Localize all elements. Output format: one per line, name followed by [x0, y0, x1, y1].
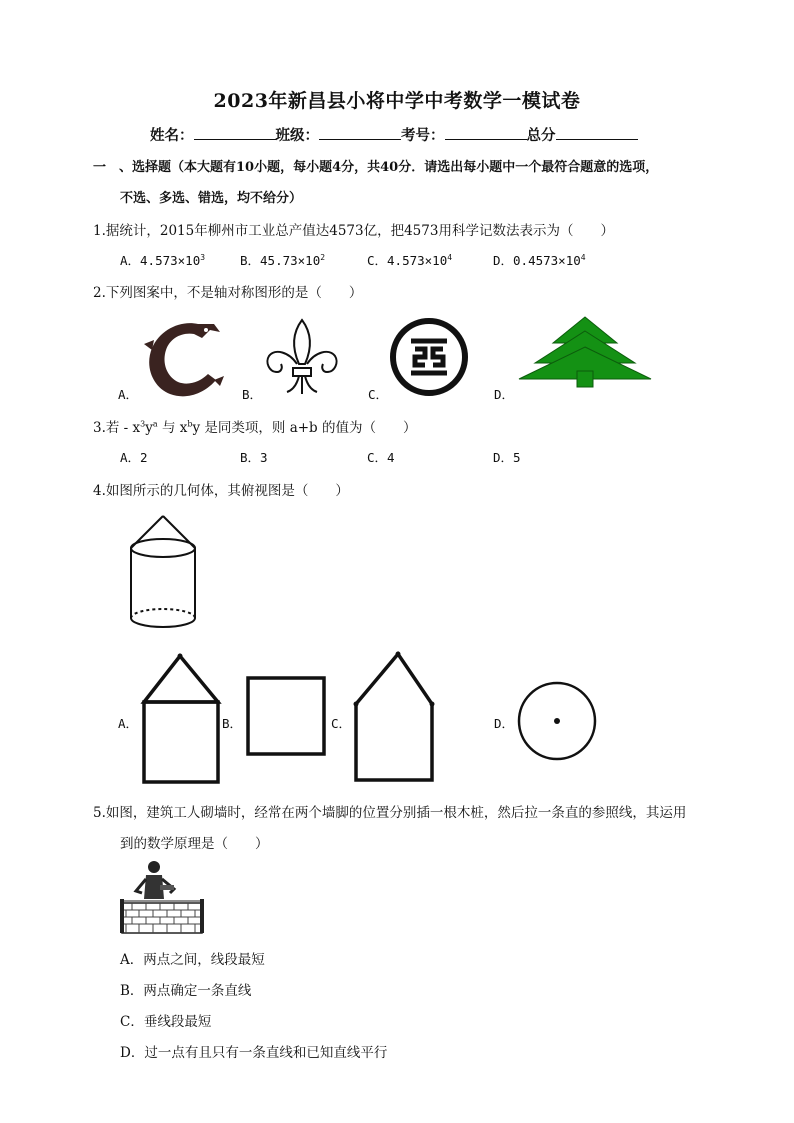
- q2-figure-c-coin-symbol: [389, 317, 469, 397]
- q2-figure-d-pine-tree: [517, 315, 653, 389]
- page-title: 2023年新昌县小将中学中考数学一模试卷: [213, 90, 581, 112]
- q2-label-d: D．: [494, 387, 515, 402]
- q4-label-d: D．: [494, 716, 515, 731]
- q2-figure-a-dragon-c: [140, 318, 228, 400]
- student-info-line: [150, 124, 638, 145]
- q4-label-b: B．: [222, 716, 243, 731]
- name-label: 姓名：: [150, 127, 194, 144]
- q5-option-c: C．垂线段最短: [120, 1014, 212, 1030]
- question-1-stem: 1.据统计，2015年柳州市工业总产值达4573亿，把4573用科学记数法表示为（ ）: [93, 223, 614, 239]
- q4-figure-d-circle-with-center: [516, 680, 598, 762]
- question-5-stem-line2: 到的数学原理是（ ）: [120, 836, 269, 852]
- section-heading-line2: 不选、多选、错选，均不给分）: [120, 191, 303, 206]
- question-2-stem: 2.下列图案中，不是轴对称图形的是（ ）: [93, 285, 363, 301]
- q1-option-c: C．$4.573\times 10^4$: [367, 252, 453, 268]
- q3-option-a: A．2: [120, 450, 148, 465]
- q3-option-d: D．5: [493, 450, 521, 465]
- q4-label-c: C．: [331, 716, 352, 731]
- q5-figure-bricklayer: [120, 857, 204, 935]
- q4-figure-c-pentagon: [352, 650, 438, 786]
- q4-solid-cone-cylinder: [125, 512, 201, 634]
- question-5-stem-line1: 5.如图，建筑工人砌墙时，经常在两个墙脚的位置分别插一根木桩，然后拉一条直的参照线，其运用: [93, 805, 687, 821]
- q1-option-a: A．$4.573\times 10^3$: [120, 252, 206, 268]
- q5-option-a: A．两点之间，线段最短: [120, 952, 265, 968]
- q4-figure-a-house: [140, 652, 224, 786]
- q1-option-d: D．$0.4573\times 10^4$: [493, 252, 586, 268]
- section-heading-line1: 一 、选择题（本大题有10小题，每小题4分，共40分．请选出每小题中一个最符合题意的选项，: [93, 160, 659, 175]
- q5-option-b: B．两点确定一条直线: [120, 983, 252, 999]
- question-3-stem: 3.若 - $x^3y^a$ 与 $x^by$ 是同类项，则 a+b 的值为（ ）: [93, 419, 417, 436]
- question-4-stem: 4.如图所示的几何体，其俯视图是（ ）: [93, 483, 349, 499]
- total-blank[interactable]: [556, 125, 638, 140]
- q4-figure-b-square: [245, 675, 329, 759]
- class-label: 班级：: [275, 127, 319, 144]
- exam-no-blank[interactable]: [445, 125, 527, 140]
- exam-no-label: 考号：: [401, 127, 445, 144]
- q1-option-b: B．$45.73\times 10^2$: [240, 252, 326, 268]
- q2-label-b: B．: [242, 387, 263, 402]
- q2-figure-b-fleur-de-lis: [263, 318, 341, 398]
- q5-option-d: D．过一点有且只有一条直线和已知直线平行: [120, 1045, 388, 1061]
- total-label: 总分: [526, 127, 556, 144]
- name-blank[interactable]: [194, 125, 276, 140]
- q4-label-a: A．: [118, 716, 139, 731]
- class-blank[interactable]: [319, 125, 401, 140]
- q2-label-c: C．: [368, 387, 389, 402]
- q3-option-b: B．3: [240, 450, 268, 465]
- q2-label-a: A．: [118, 387, 139, 402]
- q3-option-c: C．4: [367, 450, 395, 465]
